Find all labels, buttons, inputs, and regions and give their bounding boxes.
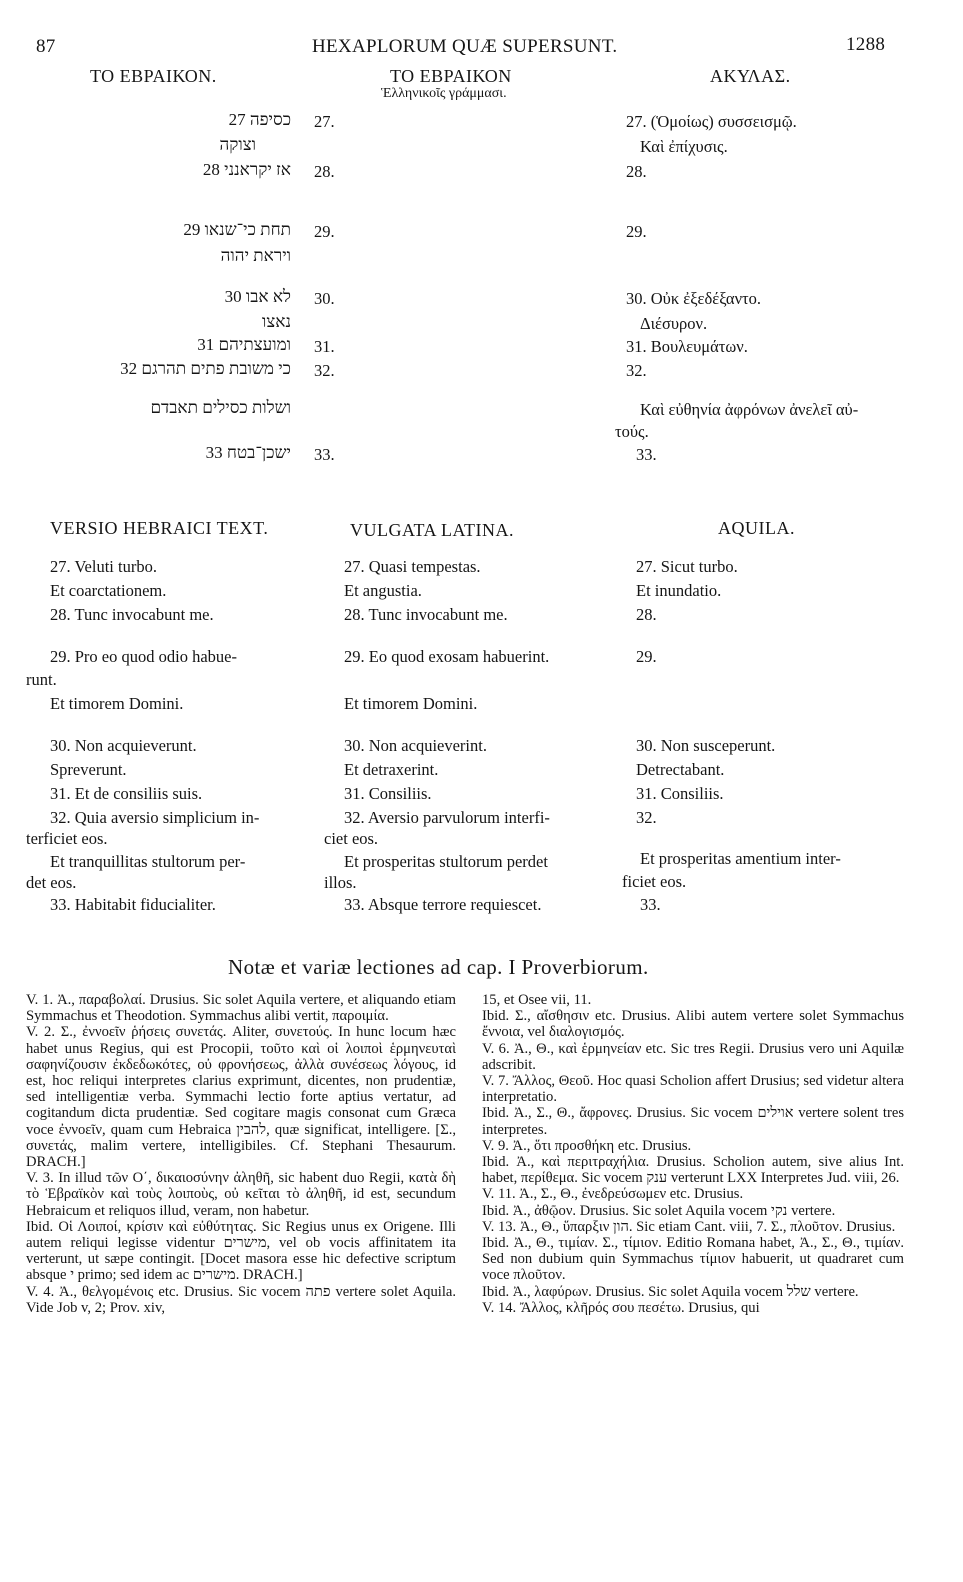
aquila-latin-line: 32. [636,808,657,827]
aquila-latin-line: 31. Consiliis. [636,784,724,803]
aquila-greek-line: 27. (Ὁμοίως) συσσεισμῷ. [626,112,797,131]
aquila-latin-line: Et prosperitas amentium inter- [640,849,841,868]
aquila-greek-line: 32. [626,361,647,380]
vulgata-line: ciet eos. [324,829,379,848]
note-paragraph: V. 11. Ἀ., Σ., Θ., ἐνεδρεύσωμεν etc. Drusius. [482,1186,744,1203]
aquila-greek-line: 31. Βουλευμάτων. [626,337,748,356]
hebrew-line: כסיפה 27 [228,110,291,129]
hebrew-line: נאצו [262,312,291,331]
hebrew-line: תחת כי־שנאו 29 [183,220,291,239]
aquila-greek-line: 29. [626,222,647,241]
aquila-greek-line: τούς. [615,422,649,441]
vulgata-line: illos. [324,873,357,892]
versio-line: runt. [26,670,57,689]
running-title: HEXAPLORUM QUÆ SUPERSUNT. [312,36,618,57]
hebrew-line: לא אבו 30 [224,287,291,306]
notes-left-column [26,992,456,1316]
aquila-greek-line: Διέσυρον. [640,314,708,333]
note-paragraph: Ibid. Ἀ., Σ., Θ., ἄφρονες. Drusius. Sic vocem אוילים vertere solent tres interpretes. [482,1105,904,1138]
aquila-latin-line: 30. Non susceperunt. [636,736,776,755]
versio-line: Et timorem Domini. [50,694,184,713]
hebrew-line: אז יקראנני 28 [202,160,291,179]
vulgata-line: 32. Aversio parvulorum interfi- [344,808,550,827]
vulgata-line: Et prosperitas stultorum perdet [344,852,548,871]
col-head-aquila-greek: ΑΚΥΛΑΣ. [710,66,791,86]
note-paragraph: V. 7. Ἄλλος, Θεοῦ. Hoc quasi Scholion affert Drusius; sed videtur altera interpretatio. [482,1073,904,1106]
notes-right-column [482,992,904,1316]
vulgata-line: 31. Consiliis. [344,784,432,803]
versio-line: 33. Habitabit fiducialiter. [50,895,216,914]
note-paragraph: Ibid. Ἀ., Θ., τιμίαν. Σ., τίμιον. Editio Romana habet, Ἀ., Σ., Θ., τιμίαν. Sed non dubium quin Symmachus τίμιον habuerit, ut quadraret cum voce πλοῦτον. [482,1235,904,1284]
versio-line: 27. Veluti turbo. [50,557,157,576]
vulgata-line: Et timorem Domini. [344,694,478,713]
note-paragraph: Ibid. Οἱ Λοιποί, κρίσιν καὶ εὐθύτητας. Sic Regius unus ex Origene. Illi autem reliqui legisse videntur מישרים, vel ob vocis affinitatem ita verterunt, ut sæpe contingit. [Docet masora esse hic defective scriptum absque י primo; sed idem ac מישרים. DRACH.] [26,1218,457,1284]
hebrew-line: ישכן־בטח 33 [205,443,291,462]
versio-line: det eos. [26,873,77,892]
note-paragraph: V. 6. Ἀ., Θ., καὶ ἑρμηνείαν etc. Sic tres Regii. Drusius vero uni Aquilæ adscribit. [482,1040,904,1073]
aquila-latin-line: Detrectabant. [636,760,725,779]
note-paragraph: V. 1. Ἀ., παραβολαί. Drusius. Sic solet Aquila vertere, et aliquando etiam Symmachus et Theodotion. Symmachus alibi vertit, παροιμία. [26,992,456,1025]
note-paragraph: V. 9. Ἀ., ὅτι προσθήκη etc. Drusius. [482,1137,692,1154]
greek-letters-line: 32. [314,361,335,380]
note-paragraph: V. 3. In illud τῶν Ο΄, δικαιοσύνην ἀληθῆ, sic habent duo Regii, κατὰ δὴ τὸ Ἑβραϊκὸν καὶ τοὺς λοιποὺς, οὐ κεῖται τὸ ἀληθῆ, id est, secundum Hebraicum et reliquos illud, veram, non habetur. [26,1170,456,1219]
versio-line: 32. Quia aversio simplicium in- [50,808,260,827]
note-paragraph: 15, et Osee vii, 11. [482,992,592,1008]
aquila-greek-line: Καὶ εὐθηνία ἀφρόνων ἀνελεῖ αὐ- [640,400,859,419]
greek-letters-line: 27. [314,112,335,131]
versio-line: 31. Et de consiliis suis. [50,784,203,803]
versio-line: Spreverunt. [50,760,127,779]
note-paragraph: Ibid. Ἀ., ἀθῷον. Drusius. Sic solet Aquila vocem נקי vertere. [482,1202,836,1219]
note-paragraph: V. 2. Σ., ἐννοεῖν ῥήσεις συνετάς. Aliter, συνετούς. In hunc locum hæc habet unus Regius, qui est Procopii, τοῦτο καὶ οἱ λοιποὶ ἑρμηνευταὶ σαφηνίζουσιν ἐκδεδωκότες, οὐ φρονήσεως, ἀλλὰ συνέσεως λόγους, id est, hoc reliqui interpretes clarius exprimunt, dicentes, non prudentiæ, sed intelligentiæ verba. Symmachi lectio forte aptius vertatur, ad cogitandum dicta prudentiæ. Sed cogitare magis consonat cum Græca voce ἐννοεῖν, quam cum Hebraica להבין, quæ significat, intelligere. [Σ., συνετάς, malim vertere, intelligibiles. Cf. Stephani Thesaurum. DRACH.] [26,1024,456,1171]
versio-line: 30. Non acquieverunt. [50,736,197,755]
col-subhead-greek-letters: Ἑλληνικοῖς γράμμασι. [381,86,507,101]
col-head-greek-letters: ΤΟ ΕΒΡΑΙΚΟΝ [390,66,512,86]
greek-letters-line: 28. [314,162,335,181]
aquila-greek-line: 30. Οὐκ ἐξεδέξαντο. [626,289,762,308]
greek-letters-line: 29. [314,222,335,241]
page-number-left: 87 [36,36,56,57]
hebrew-line: ויראת יהוה [220,246,291,265]
aquila-latin-line: 27. Sicut turbo. [636,557,738,576]
aquila-latin-line: 28. [636,605,657,624]
aquila-greek-line: Καὶ ἐπίχυσις. [640,137,728,156]
note-paragraph: V. 14. Ἄλλος, κλῆρός σου πεσέτω. Drusius, qui [482,1299,760,1316]
vulgata-line: 30. Non acquieverint. [344,736,487,755]
note-paragraph: V. 13. Ἀ., Θ., ὕπαρξιν הון. Sic etiam Cant. viii, 7. Σ., πλοῦτον. Drusius. [482,1218,896,1235]
aquila-greek-line: 33. [636,445,657,464]
note-paragraph: Ibid. Σ., αἴσθησιν etc. Drusius. Alibi autem vertere solet Symmachus ἔννοια, vel διαλογισμός. [482,1008,904,1041]
hebrew-line: וצוקה [219,135,256,154]
col-head-hebrew: ΤΟ ΕΒΡΑΙΚΟΝ. [90,66,217,86]
greek-letters-line: 33. [314,445,335,464]
vulgata-line: Et detraxerint. [344,760,439,779]
versio-line: Et coarctationem. [50,581,167,600]
note-paragraph: Ibid. Ἀ., λαφύρων. Drusius. Sic solet Aquila vocem שלל vertere. [482,1283,859,1300]
versio-line: Et tranquillitas stultorum per- [50,852,246,871]
page-number-right: 1288 [846,34,886,55]
hebrew-line: ושלות כסילים תאבדם [150,398,291,417]
vulgata-line: Et angustia. [344,581,422,600]
aquila-greek-line: 28. [626,162,647,181]
hebrew-line: כי משובת פתים תהרגם 32 [120,359,291,378]
versio-line: 29. Pro eo quod odio habue- [50,647,237,666]
aquila-latin-line: Et inundatio. [636,581,722,600]
col-head-vulgata: VULGATA LATINA. [350,520,515,540]
aquila-latin-line: ficiet eos. [622,872,687,891]
hebrew-line: ומועצתיהם 31 [197,335,291,354]
greek-letters-line: 30. [314,289,335,308]
col-head-aquila-latin: AQUILA. [718,518,795,538]
vulgata-line: 28. Tunc invocabunt me. [344,605,508,624]
versio-line: 28. Tunc invocabunt me. [50,605,214,624]
vulgata-line: 27. Quasi tempestas. [344,557,481,576]
notes-title: Notæ et variæ lectiones ad cap. I Proverbiorum. [228,955,649,979]
greek-letters-line: 31. [314,337,335,356]
versio-line: terficiet eos. [26,829,108,848]
note-paragraph: Ibid. Ἀ., καὶ περιτραχήλια. Drusius. Scholion autem, sive alius Int. habet, περίθεμα. Sic vocem ענק verterunt LXX Interpretes Jud. viii, 26. [482,1154,904,1187]
col-head-versio-hebraici: VERSIO HEBRAICI TEXT. [50,518,269,538]
vulgata-line: 29. Eo quod exosam habuerint. [344,647,550,666]
vulgata-line: 33. Absque terrore requiescet. [344,895,542,914]
aquila-latin-line: 29. [636,647,657,666]
note-paragraph: V. 4. Ἀ., θελγομένοις etc. Drusius. Sic vocem פתה vertere solet Aquila. Vide Job v, 2; Prov. xiv, [26,1283,456,1316]
aquila-latin-line: 33. [640,895,661,914]
